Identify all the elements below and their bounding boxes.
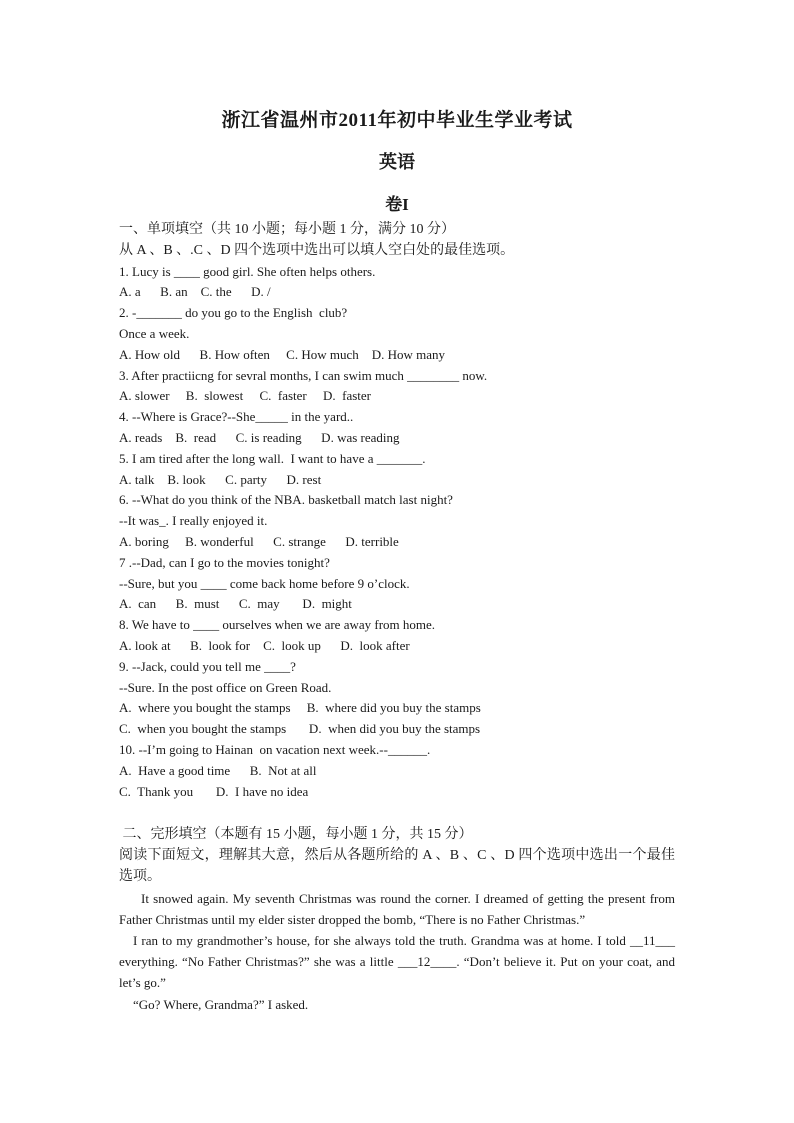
exam-volume: 卷I [385,195,409,214]
options-line: A. where you bought the stamps B. where did you buy the stamps [119,700,481,716]
options-line: A. Have a good time B. Not at all [119,762,317,778]
question-line: 4. --Where is Grace?--She_____ in the yard.. [119,409,354,425]
section2-instruction: 阅读下面短文，理解其大意，然后从各题所给的 A 、B 、C 、D 四个选项中选出一个最佳选项。 [119,848,675,885]
options-line: C. Thank you D. I have no idea [119,783,309,799]
options-line: A. How old B. How often C. How much D. How many [119,346,446,362]
exam-title: 浙江省温州市2011年初中毕业生学业考试 [221,110,573,131]
question-line: 7 .--Dad, can I go to the movies tonight? [119,554,330,570]
question-line: Once a week. [119,325,190,341]
cloze-paragraph: “Go? Where, Grandma?” I asked. [133,996,309,1012]
section2-heading: 二、完形填空（本题有 15 小题，每小题 1 分，共 15 分） [119,827,473,842]
options-line: A. look at B. look for C. look up D. look after [119,637,410,653]
cloze-paragraph: It snowed again. My seventh Christmas was round the corner. I dreamed of getting the present from Father Christmas until my elder sister dropped the bomb, “There is no Father Christmas.” [119,890,675,927]
section1-heading: 一、单项填空（共 10 小题；每小题 1 分，满分 10 分） [119,222,455,237]
question-line: 8. We have to ____ ourselves when we are away from home. [119,617,436,633]
question-line: --It was_. I really enjoyed it. [119,513,268,529]
cloze-paragraph: I ran to my grandmother’s house, for she always told the truth. Grandma was at home. I told __11___ everything. “No Father Christmas?” she was a little ___12____. “Don’t believe it. Put on your coat, and let’s go.” [119,933,675,991]
options-line: A. reads B. read C. is reading D. was reading [119,429,400,445]
question-line: 10. --I’m going to Hainan on vacation next week.--______. [119,741,431,757]
options-line: A. a B. an C. the D. / [119,284,271,300]
question-line: --Sure, but you ____ come back home before 9 o’clock. [119,575,410,591]
section1-instruction: 从 A 、B 、.C 、D 四个选项中选出可以填人空白处的最佳选项。 [119,242,515,258]
exam-subject: 英语 [379,152,415,172]
options-line: A. slower B. slowest C. faster D. faster [119,388,372,404]
options-line: A. talk B. look C. party D. rest [119,471,322,487]
question-line: 9. --Jack, could you tell me ____? [119,658,296,674]
question-line: 1. Lucy is ____ good girl. She often helps others. [119,263,376,279]
section-single-choice [119,220,699,802]
question-line: 6. --What do you think of the NBA. basketball match last night? [119,492,453,508]
question-line: 3. After practiicng for sevral months, I can swim much ________ now. [119,367,488,383]
options-line: A. boring B. wonderful C. strange D. terrible [119,533,399,549]
question-line: 2. -_______ do you go to the English club? [119,305,348,321]
question-line: --Sure. In the post office on Green Road. [119,679,332,695]
question-line: 5. I am tired after the long wall. I want to have a _______. [119,450,426,466]
section-cloze [119,824,675,1015]
options-line: A. can B. must C. may D. might [119,596,352,612]
options-line: C. when you bought the stamps D. when did you buy the stamps [119,721,481,737]
